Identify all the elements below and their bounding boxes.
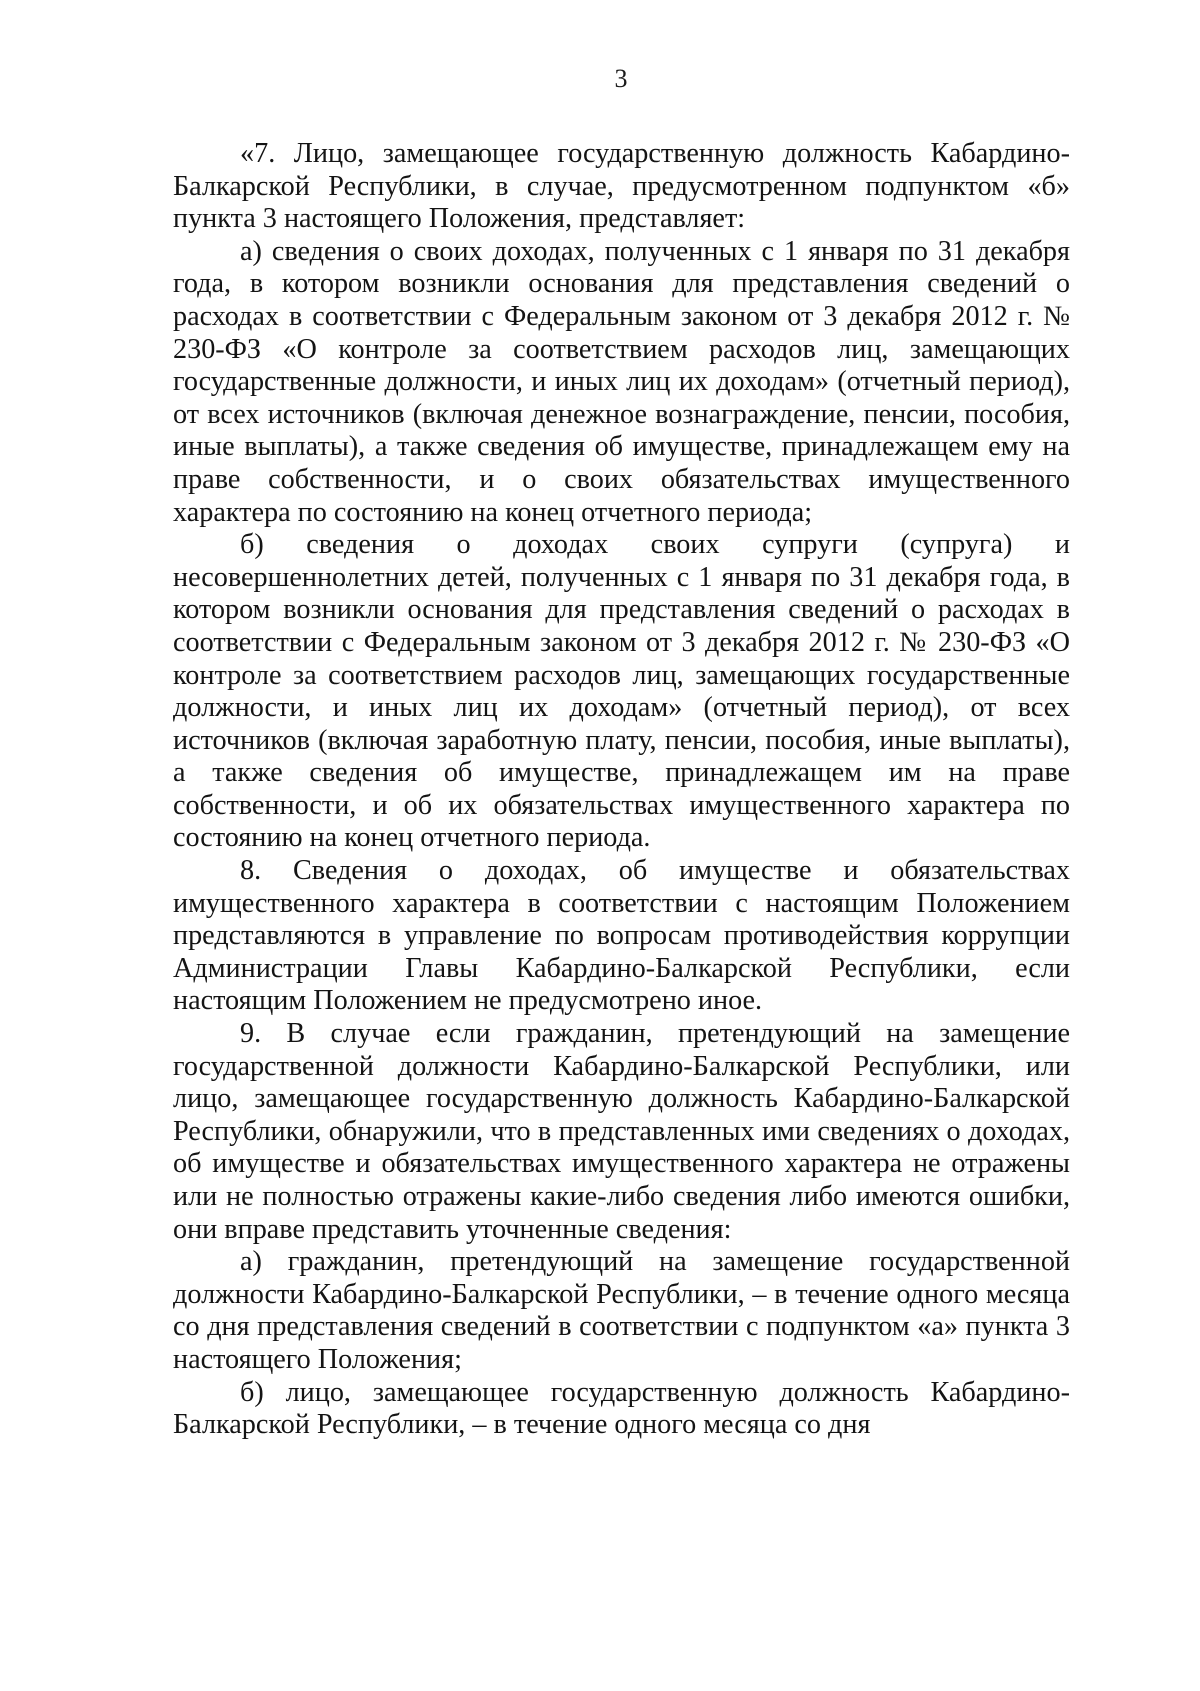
paragraph-item-7: «7. Лицо, замещающее государственную должность Кабардино-Балкарской Республики, в случае, предусмотренном подпунктом «б» пункта 3 настоящего Положения, представляет: <box>173 138 1070 235</box>
paragraph-item-7a: а) сведения о своих доходах, полученных с 1 января по 31 декабря года, в котором возникли основания для представления сведений о расходах в соответствии с Федеральным законом от 3 декабря 2012 г. № 230-ФЗ «О контроле за соответствием расходов лиц, замещающих государственные должности, и иных лиц их доходам» (отчетный период), от всех источников (включая денежное вознаграждение, пенсии, пособия, иные выплаты), а также сведения об имуществе, принадлежащем ему на праве собственности, и о своих обязательствах имущественного характера по состоянию на конец отчетного периода; <box>173 235 1070 528</box>
paragraph-item-9b: б) лицо, замещающее государственную должность Кабардино-Балкарской Республики, – в течение одного месяца со дня <box>173 1376 1070 1441</box>
paragraph-item-9a: а) гражданин, претендующий на замещение государственной должности Кабардино-Балкарской Республики, – в течение одного месяца со дня представления сведений в соответствии с подпунктом «а» пункта 3 настоящего Положения; <box>173 1246 1070 1375</box>
page-number: 3 <box>614 64 628 93</box>
paragraph-item-9: 9. В случае если гражданин, претендующий на замещение государственной должности Кабардино-Балкарской Республики, или лицо, замещающее государственную должность Кабардино-Балкарской Республики, обнаружили, что в представленных ими сведениях о доходах, об имуществе и обязательствах имущественного характера не отражены или не полностью отражены какие-либо сведения либо имеются ошибки, они вправе представить уточненные сведения: <box>173 1018 1070 1245</box>
document-body <box>173 138 1070 1442</box>
paragraph-item-8: 8. Сведения о доходах, об имуществе и обязательствах имущественного характера в соответствии с настоящим Положением представляются в управление по вопросам противодействия коррупции Администрации Главы Кабардино-Балкарской Республики, если настоящим Положением не предусмотрено иное. <box>173 855 1070 1017</box>
paragraph-item-7b: б) сведения о доходах своих супруги (супруга) и несовершеннолетних детей, полученных с 1 января по 31 декабря года, в котором возникли основания для представления сведений о расходах в соответствии с Федеральным законом от 3 декабря 2012 г. № 230-ФЗ «О контроле за соответствием расходов лиц, замещающих государственные должности, и иных лиц их доходам» (отчетный период), от всех источников (включая заработную плату, пенсии, пособия, иные выплаты), а также сведения об имуществе, принадлежащем им на праве собственности, и об их обязательствах имущественного характера по состоянию на конец отчетного периода. <box>173 529 1070 854</box>
